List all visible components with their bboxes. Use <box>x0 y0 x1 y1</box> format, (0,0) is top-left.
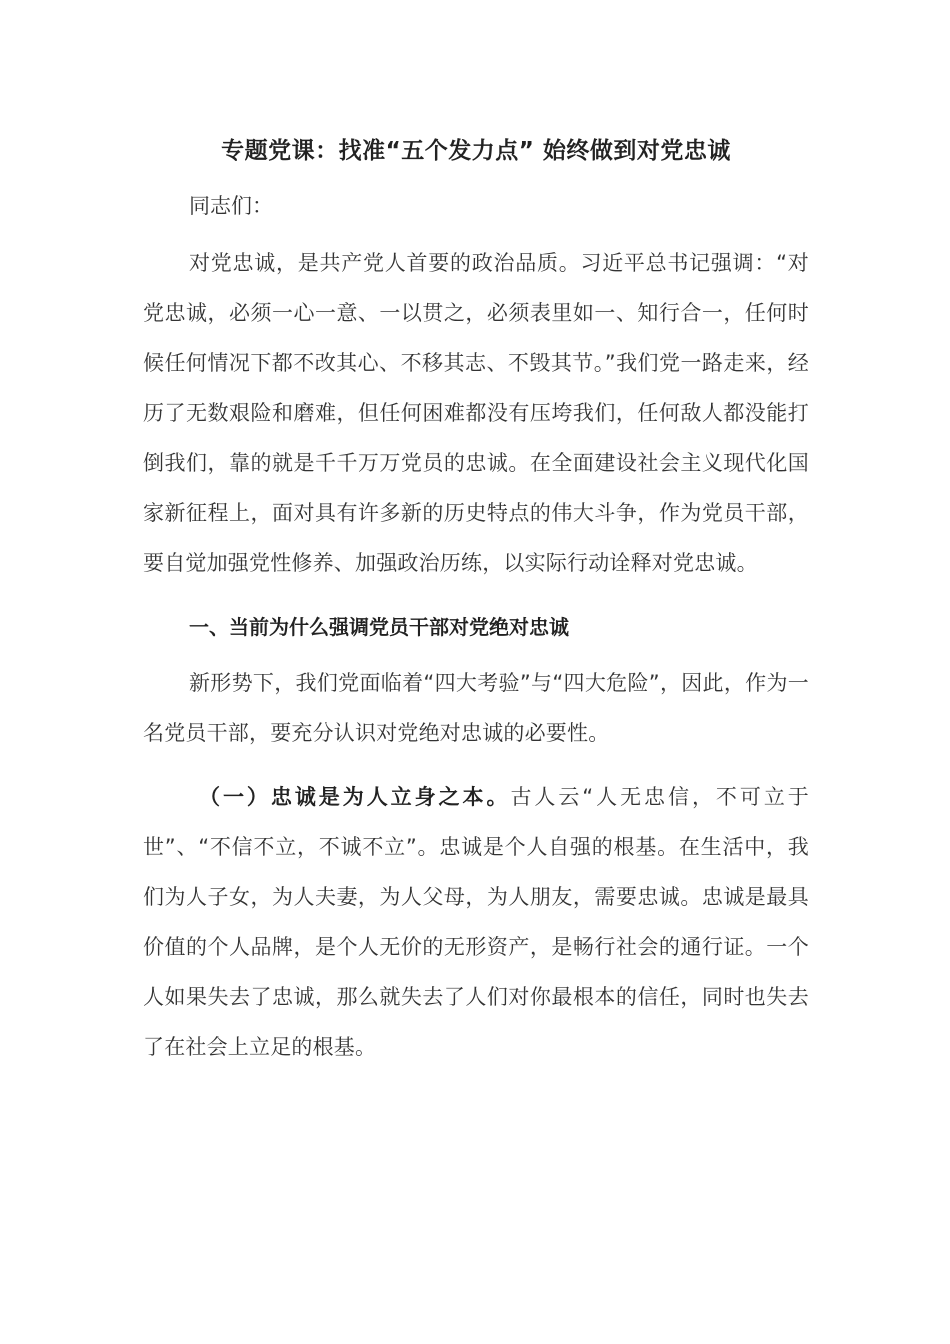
document-body <box>143 128 809 1072</box>
intro-paragraph: 对党忠诚，是共产党人首要的政治品质。习近平总书记强调：“对党忠诚，必须一心一意、一以贯之，必须表里如一、知行合一，任何时候任何情况下都不改其心、不移其志、不毁其节。”我们党一路走来，经历了无数艰险和磨难，但任何困难都没有压垮我们，任何敌人都没能打倒我们，靠的就是千千万万党员的忠诚。在全面建设社会主义现代化国家新征程上，面对具有许多新的历史特点的伟大斗争，作为党员干部，要自觉加强党性修养、加强政治历练，以实际行动诠释对党忠诚。 <box>143 251 809 575</box>
section-heading-1: 一、当前为什么强调党员干部对党绝对忠诚 <box>189 615 569 639</box>
subsection-1-paragraph <box>143 772 809 1072</box>
subsection-1-text: 古人云“人无忠信，不可立于世”、“不信不立，不诚不立”。忠诚是个人自强的根基。在生活中，我们为人子女，为人夫妻，为人父母，为人朋友，需要忠诚。忠诚是最具价值的个人品牌，是个人无价的无形资产，是畅行社会的通行证。一个人如果失去了忠诚，那么就失去了人们对你最根本的信任，同时也失去了在社会上立足的根基。 <box>143 785 809 1059</box>
salutation: 同志们： <box>189 194 273 218</box>
document-title: 专题党课：找准“五个发力点” 始终做到对党忠诚 <box>221 138 731 164</box>
subsection-1-lead: （一）忠诚是为人立身之本。 <box>199 785 511 809</box>
section-1-paragraph: 新形势下，我们党面临着“四大考验”与“四大危险”，因此，作为一名党员干部，要充分认识对党绝对忠诚的必要性。 <box>143 671 809 745</box>
